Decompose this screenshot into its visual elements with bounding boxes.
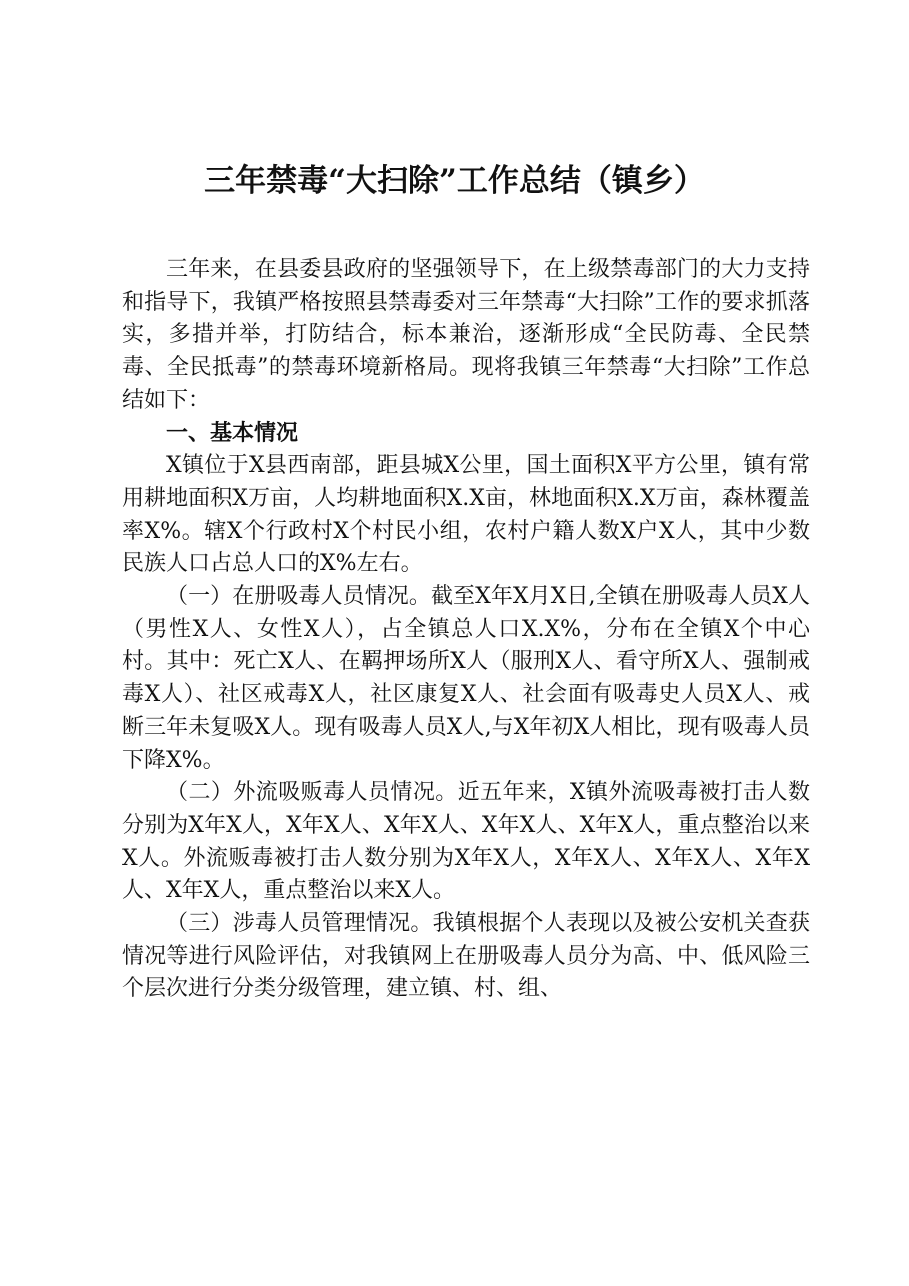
drug-personnel-management-paragraph: （三）涉毒人员管理情况。我镇根据个人表现以及被公安机关查获情况等进行风险评估，对我镇网上在册吸毒人员分为高、中、低风险三个层次进行分类分级管理，建立镇、村、组、 xyxy=(122,911,810,1002)
basic-situation-paragraph: X镇位于X县西南部，距县城X公里，国土面积X平方公里，镇有常用耕地面积X万亩，人均耕地面积X.X亩，林地面积X.X万亩，森林覆盖率X%。辖X个行政村X个村民小组，农村户籍人数X户X人，其中少数民族人口占总人口的X%左右。 xyxy=(122,453,810,577)
registered-drug-users-paragraph: （一）在册吸毒人员情况。截至X年X月X日,全镇在册吸毒人员X人（男性X人、女性X人），占全镇总人口X.X%，分布在全镇X个中心村。其中：死亡X人、在羁押场所X人（服刑X人、看守所X人、强制戒毒X人）、社区戒毒X人，社区康复X人、社会面有吸毒史人员X人、戒断三年未复吸X人。现有吸毒人员X人,与X年初X人相比，现有吸毒人员下降X%。 xyxy=(122,584,810,773)
document-title: 三年禁毒“大扫除”工作总结（镇乡） xyxy=(204,163,705,199)
outflow-drug-personnel-paragraph: （二）外流吸贩毒人员情况。近五年来，X镇外流吸毒被打击人数分别为X年X人，X年X人、X年X人、X年X人、X年X人，重点整治以来X人。外流贩毒被打击人数分别为X年X人，X年X人、X年X人、X年X人、X年X人，重点整治以来X人。 xyxy=(122,780,810,904)
intro-paragraph: 三年来，在县委县政府的坚强领导下，在上级禁毒部门的大力支持和指导下，我镇严格按照县禁毒委对三年禁毒“大扫除”工作的要求抓落实，多措并举，打防结合，标本兼治，逐渐形成“全民防毒、全民禁毒、全民抵毒”的禁毒环境新格局。现将我镇三年禁毒“大扫除”工作总结如下： xyxy=(122,257,810,413)
document-body xyxy=(122,254,810,1006)
section-heading-basic-situation: 一、基本情况 xyxy=(166,420,299,446)
